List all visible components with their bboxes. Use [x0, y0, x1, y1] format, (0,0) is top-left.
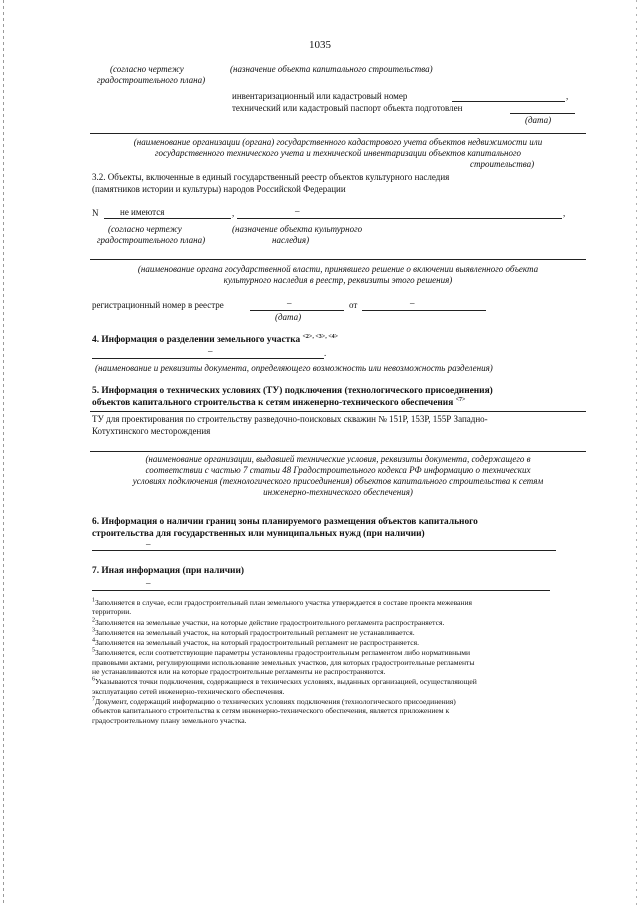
inventory-label: инвентаризационный или кадастровый номер: [232, 91, 408, 101]
footnote-number: 7: [92, 696, 95, 703]
scan-edge-right: [636, 0, 637, 905]
s32-purpose-line: [237, 218, 562, 219]
s5-note-2: соответствии с частью 7 статьи 48 Градостроительного кодекса РФ информацию о технических: [145, 465, 531, 475]
s32-org-line: [90, 259, 586, 260]
footnote-text: Документ, содержащий информацию о технических условиях подключения (технологического присоединения): [95, 696, 456, 706]
top-left-note-1: (согласно чертежу: [110, 64, 184, 74]
s5-note-1: (наименование организации, выдавшей технические условия, реквизиты документа, содержащего в: [145, 454, 531, 464]
footnote-4: [92, 638, 590, 647]
s32-from-line: [362, 310, 486, 311]
footnote-text: территории.: [92, 607, 132, 617]
s5-title-line: [90, 411, 586, 412]
footnote-text: Заполняется на земельные участки, на которые действие градостроительного регламента распространяется.: [95, 617, 445, 627]
footnote-text: градостроительному плану земельного участка.: [92, 715, 247, 725]
org-note-1: (наименование организации (органа) государственного кадастрового учета объектов недвижимости или: [133, 137, 543, 147]
s32-org-note-2: культурного наследия в реестр, реквизиты этого решения): [223, 275, 453, 285]
s32-org-note-1: (наименование органа государственной власти, принявшего решение о включении выявленного объекта: [137, 264, 539, 274]
top-right-note: (назначение объекта капитального строительства): [230, 64, 433, 74]
s4-dash: –: [208, 346, 213, 356]
s7-title: 7. Иная информация (при наличии): [92, 566, 244, 576]
s5-title-2-text: объектов капитального строительства к сетям инженерно-технического обеспечения: [92, 398, 454, 408]
passport-date-note: (дата): [525, 115, 552, 125]
footnote-text: правовыми актами, регулирующими использование земельных участков, для которых градостроительные регламенты: [92, 657, 475, 667]
s32-text-2: (памятников истории и культуры) народов Российской Федерации: [92, 184, 346, 194]
footnote-1: [92, 598, 590, 617]
page-number: 1035: [309, 39, 331, 51]
s4-title-text: 4. Информация о разделении земельного участка: [92, 335, 301, 345]
s5-note-4: инженерно-технического обеспечения): [263, 487, 413, 497]
footnote-number: 5: [92, 647, 95, 654]
s7-dash: –: [146, 578, 151, 588]
s4-title: [92, 335, 338, 346]
s4-note: (наименование и реквизиты документа, определяющего возможность или невозможность разделения): [95, 363, 493, 373]
footnote-text: Заполняется, если соответствующие параметры установлены градостроительным регламентом либо нормативными: [95, 648, 471, 658]
footnote-text: не устанавливаются или на которые градостроительные регламенты не распространяются.: [92, 667, 386, 677]
s32-mid-note-1: (назначение объекта культурного: [232, 224, 363, 234]
inventory-value: ,: [566, 91, 569, 101]
s6-title-2: строительства для государственных или муниципальных нужд (при наличии): [92, 529, 425, 539]
s32-dash-1: –: [295, 206, 300, 216]
s32-n-label: N: [92, 208, 99, 218]
s32-comma-1: ,: [232, 208, 235, 218]
s5-title-1: 5. Информация о технических условиях (ТУ) подключения (технологического присоединения): [92, 386, 493, 396]
s5-note-line: [90, 451, 586, 452]
s32-n-value: не имеются: [120, 207, 165, 217]
s5-body-2: Котухтинского месторождения: [92, 426, 211, 436]
footnote-text: Заполняется на земельный участок, на который градостроительный регламент не распространяется.: [95, 638, 419, 648]
s32-left-note-1: (согласно чертежу: [108, 224, 182, 234]
footnote-6: [92, 677, 590, 696]
s5-body-1: ТУ для проектирования по строительству разведочно-поисковых скважин № 151Р, 153Р, 155Р Западно-: [92, 414, 488, 424]
passport-date-line: [510, 113, 575, 114]
scan-edge-left: [3, 0, 4, 905]
footnote-number: 3: [92, 627, 95, 634]
s5-note-3: условиях подключения (технологического присоединения) объектов капитального строительства к сетям: [132, 476, 544, 486]
top-left-note-2: градостроительного плана): [97, 75, 206, 85]
footnote-text: Заполняется на земельный участок, на который градостроительный регламент не устанавливается.: [95, 627, 415, 637]
s4-dot: .: [324, 348, 327, 358]
s32-date-note: (дата): [275, 312, 302, 322]
s32-n-line: [104, 218, 231, 219]
s32-from-label: от: [349, 300, 358, 310]
org-note-3: строительства): [470, 159, 535, 169]
s32-text-1: 3.2. Объекты, включенные в единый государственный реестр объектов культурного наследия: [92, 172, 450, 182]
footnote-7: [92, 697, 590, 725]
s32-from-dash: –: [410, 298, 415, 308]
s32-reg-line: [250, 310, 344, 311]
footnotes: [92, 598, 590, 725]
footnote-text: Указываются точки подключения, содержащиеся в технических условиях, выданных организацией, осуществляющей: [95, 677, 477, 687]
footnote-text: Заполняется в случае, если градостроительный план земельного участка утверждается в составе проекта межевания: [95, 598, 473, 607]
s32-mid-note-2: наследия): [272, 235, 310, 245]
footnote-number: 6: [92, 676, 95, 683]
footnote-text: эксплуатацию сетей инженерно-технического обеспечения.: [92, 686, 285, 696]
s6-title-1: 6. Информация о наличии границ зоны планируемого размещения объектов капитального: [92, 517, 478, 527]
footnote-number: 1: [92, 597, 95, 604]
footnote-number: 4: [92, 637, 95, 644]
s32-left-note-2: градостроительного плана): [97, 235, 206, 245]
org-note-2: государственного технического учета и технической инвентаризации объектов капитального: [155, 148, 521, 158]
s6-line: [92, 550, 556, 551]
s6-dash: –: [146, 539, 151, 549]
org-line-1: [90, 133, 586, 134]
passport-label: технический или кадастровый паспорт объекта подготовлен: [232, 103, 463, 113]
footnote-5: [92, 648, 590, 676]
footnote-2: [92, 618, 590, 627]
s5-title-2: [92, 398, 465, 409]
s32-comma-2: ,: [563, 208, 566, 218]
s4-line: [92, 358, 324, 359]
s7-line: [92, 590, 550, 591]
s5-ref: <7>: [455, 396, 466, 403]
footnote-text: объектов капитального строительства к сетям инженерно-технического обеспечения, является приложением к: [92, 706, 450, 716]
s32-reg-dash: –: [287, 298, 292, 308]
footnote-3: [92, 628, 590, 637]
inventory-value-line: [452, 101, 565, 102]
footnote-number: 2: [92, 617, 95, 624]
s32-reg-label: регистрационный номер в реестре: [92, 300, 224, 310]
s4-refs: <2>, <3>, <4>: [302, 333, 339, 340]
